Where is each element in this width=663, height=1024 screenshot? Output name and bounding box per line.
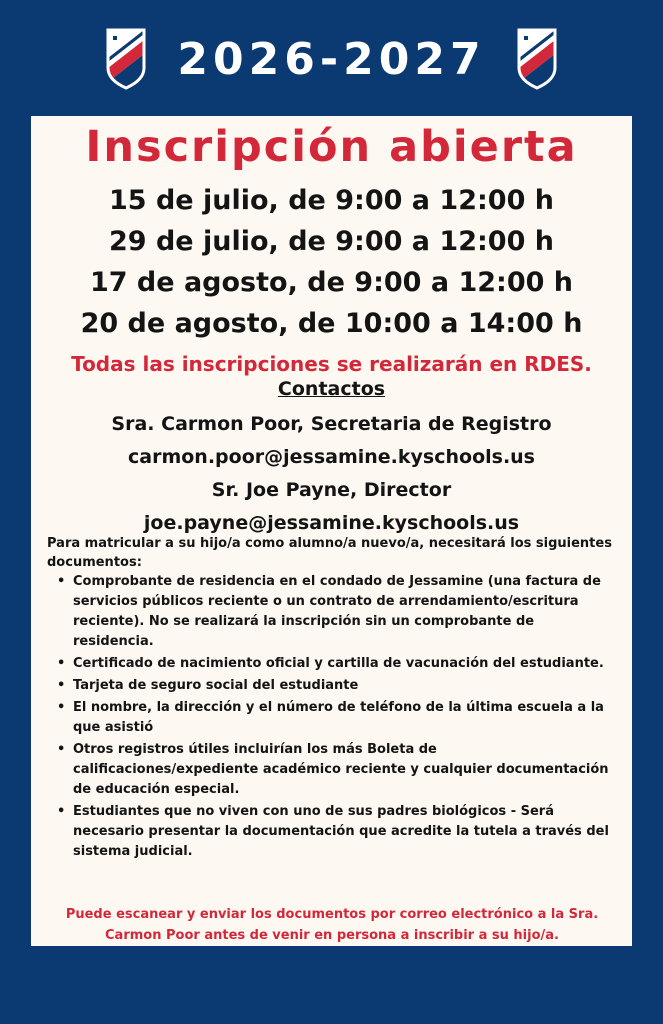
contact-email: joe.payne@jessamine.kyschools.us xyxy=(143,512,520,534)
shield-logo-icon xyxy=(517,28,557,90)
list-item: • Certificado de nacimiento oficial y cartilla de vacunación del estudiante. xyxy=(57,654,617,674)
registration-dates xyxy=(31,180,632,344)
list-item: • Comprobante de residencia en el condado de Jessamine (una factura de servicios públicos reciente o un contrato de arrendamiento/escritura reciente). No se realizará la inscripción sin un comprobante de residencia. xyxy=(57,572,617,652)
contact-email: carmon.poor@jessamine.kyschools.us xyxy=(127,446,535,468)
requirements-list xyxy=(57,572,617,864)
footer-note: Puede escanear y enviar los documentos por correo electrónico a la Sra. Carmon Poor antes de venir en persona a inscribir a su hijo/a. xyxy=(65,907,599,943)
content-panel xyxy=(31,116,632,946)
contacts-list xyxy=(31,408,632,540)
contact-name: Sr. Joe Payne, Director xyxy=(211,479,452,501)
list-item: • Estudiantes que no viven con uno de sus padres biológicos - Será necesario presentar la documentación que acredite la tutela a través del sistema judicial. xyxy=(57,802,617,862)
page-title: Inscripción abierta xyxy=(85,122,578,172)
date-line: 15 de julio, de 9:00 a 12:00 h xyxy=(109,185,554,216)
location-note: Todas las inscripciones se realizarán en RDES. xyxy=(71,352,592,376)
contacts-heading: Contactos xyxy=(277,378,386,400)
header xyxy=(0,22,663,102)
list-item: • El nombre, la dirección y el número de teléfono de la última escuela a la que asistió xyxy=(57,698,617,738)
list-item: • Tarjeta de seguro social del estudiante xyxy=(57,676,617,696)
school-year: 2026-2027 xyxy=(177,34,486,85)
list-item: • Otros registros útiles incluirían los más Boleta de calificaciones/expediente académico reciente y cualquier documentación de educación especial. xyxy=(57,740,617,800)
contact-name: Sra. Carmon Poor, Secretaria de Registro xyxy=(111,413,552,435)
date-line: 20 de agosto, de 10:00 a 14:00 h xyxy=(80,308,583,339)
date-line: 29 de julio, de 9:00 a 12:00 h xyxy=(109,226,554,257)
requirements-intro: Para matricular a su hijo/a como alumno/a nuevo/a, necesitará los siguientes documentos: xyxy=(47,536,612,570)
date-line: 17 de agosto, de 9:00 a 12:00 h xyxy=(89,267,574,298)
